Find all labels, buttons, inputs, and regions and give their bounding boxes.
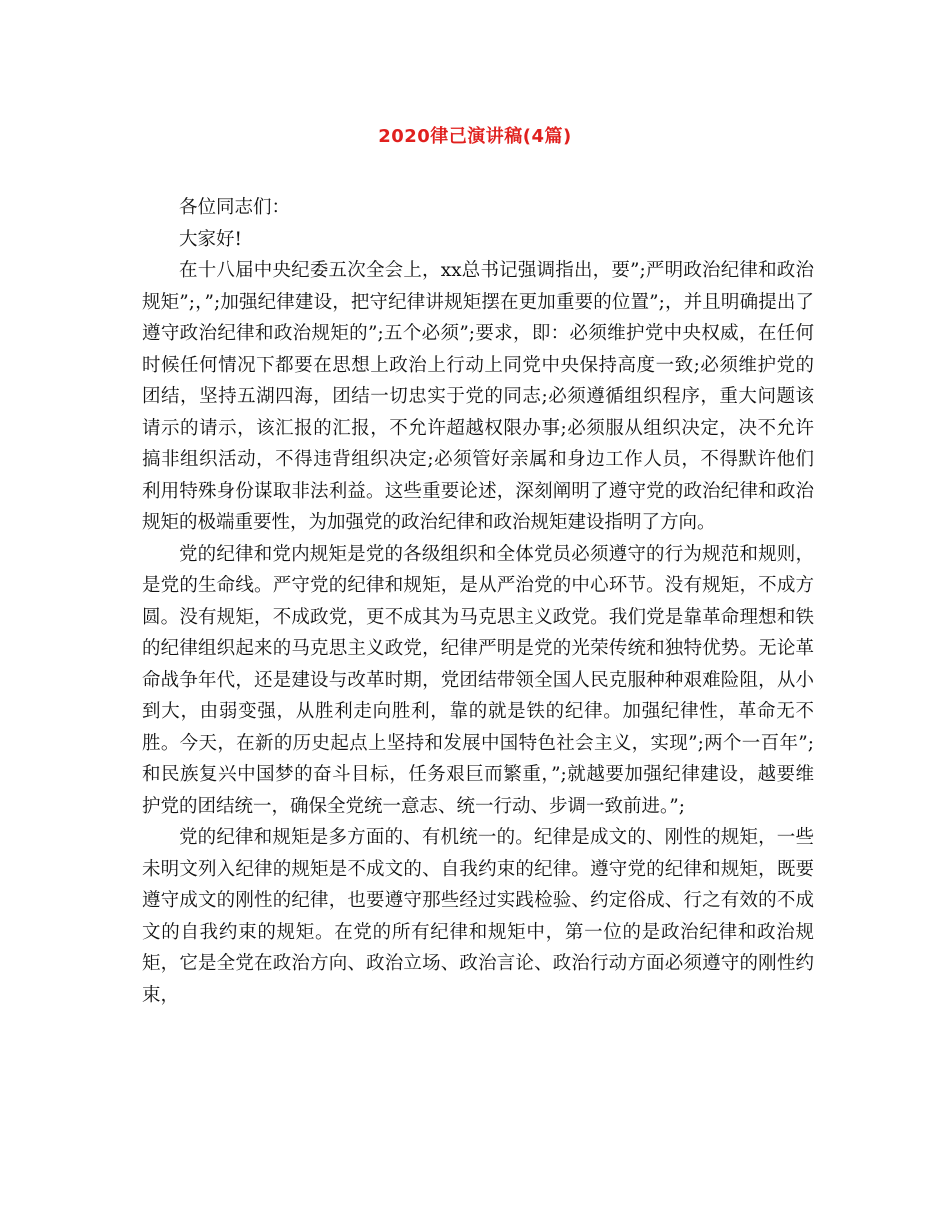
document-title: 2020律己演讲稿(4篇)	[378, 126, 572, 147]
body-paragraph: 在十八届中央纪委五次全会上，xx总书记强调指出，要”;严明政治纪律和政治规矩”;，”;加强纪律建设，把守纪律讲规矩摆在更加重要的位置”;，并且明确提出了遵守政治纪律和政治规矩的”;五个必须”;要求，即：必须维护党中央权威，在任何时候任何情况下都要在思想上政治上行动上同党中央保持高度一致;必须维护党的团结，坚持五湖四海，团结一切忠实于党的同志;必须遵循组织程序，重大问题该请示的请示，该汇报的汇报，不允许超越权限办事;必须服从组织决定，决不允许搞非组织活动，不得违背组织决定;必须管好亲属和身边工作人员，不得默许他们利用特殊身份谋取非法利益。这些重要论述，深刻阐明了遵守党的政治纪律和政治规矩的极端重要性，为加强党的政治纪律和政治规矩建设指明了方向。	[142, 260, 814, 533]
body-paragraph: 党的纪律和规矩是多方面的、有机统一的。纪律是成文的、刚性的规矩，一些未明文列入纪律的规矩是不成文的、自我约束的纪律。遵守党的纪律和规矩，既要遵守成文的刚性的纪律，也要遵守那些经过实践检验、约定俗成、行之有效的不成文的自我约束的规矩。在党的所有纪律和规矩中，第一位的是政治纪律和政治规矩，它是全党在政治方向、政治立场、政治言论、政治行动方面必须遵守的刚性约束，	[142, 827, 814, 1006]
salutation: 各位同志们：	[179, 197, 291, 218]
body-paragraph: 党的纪律和党内规矩是党的各级组织和全体党员必须遵守的行为规范和规则，是党的生命线。严守党的纪律和规矩，是从严治党的中心环节。没有规矩，不成方圆。没有规矩，不成政党，更不成其为马克思主义政党。我们党是靠革命理想和铁的纪律组织起来的马克思主义政党，纪律严明是党的光荣传统和独特优势。无论革命战争年代，还是建设与改革时期，党团结带领全国人民克服种种艰难险阻，从小到大，由弱变强，从胜利走向胜利，靠的就是铁的纪律。加强纪律性，革命无不胜。今天，在新的历史起点上坚持和发展中国特色社会主义，实现”;两个一百年”;和民族复兴中国梦的奋斗目标，任务艰巨而繁重，”;就越要加强纪律建设，越要维护党的团结统一，确保全党统一意志、统一行动、步调一致前进。”;	[142, 543, 814, 817]
greeting: 大家好!	[179, 228, 242, 250]
document-body	[142, 192, 814, 1011]
